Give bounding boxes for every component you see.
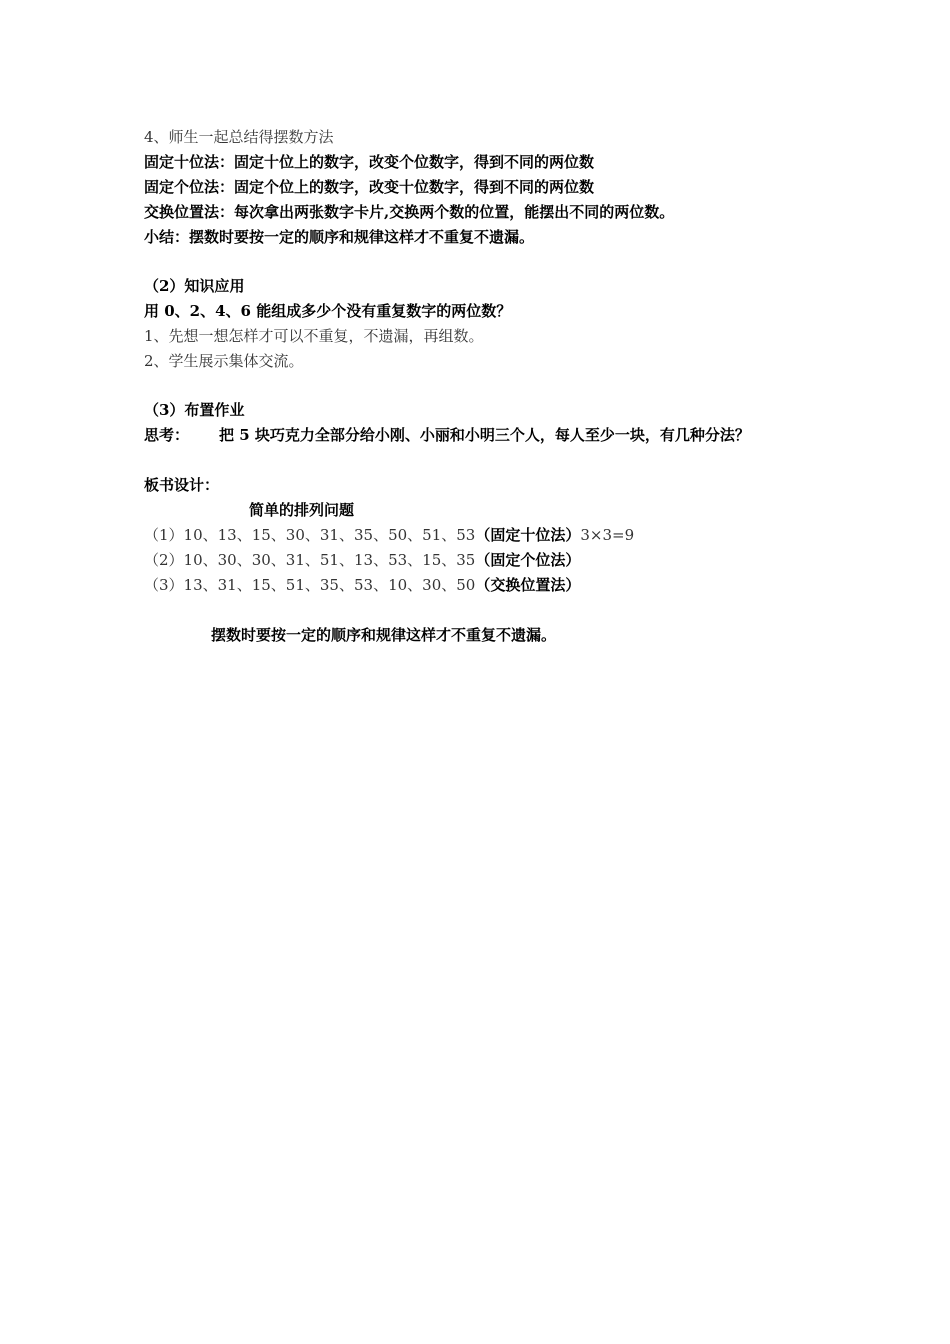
method-swap-position: 交换位置法：每次拿出两张数字卡片,交换两个数的位置，能摆出不同的两位数。 (144, 203, 675, 221)
board-row1-method: （固定十位法） (475, 526, 581, 544)
section3-heading: （3）布置作业 (144, 401, 245, 419)
board-design-label: 板书设计： (144, 476, 220, 494)
summary-text: 小结：摆数时要按一定的顺序和规律这样才不重复不遗漏。 (144, 228, 535, 246)
board-row3-numbers: （3）13、31、15、51、35、53、10、30、50 (144, 576, 476, 594)
method-fixed-ones: 固定个位法：固定个位上的数字，改变十位数字，得到不同的两位数 (144, 178, 595, 196)
method-fixed-tens: 固定十位法：固定十位上的数字，改变个位数字，得到不同的两位数 (144, 153, 595, 171)
board-row-2 (144, 550, 580, 570)
section2-heading: （2）知识应用 (144, 277, 245, 295)
question-step2: 2、学生展示集体交流。 (144, 352, 304, 370)
board-row2-numbers: （2）10、30、30、31、51、13、53、15、35 (144, 551, 476, 569)
think-label: 思考： (144, 426, 190, 444)
homework-think (144, 425, 750, 445)
board-title: 简单的排列问题 (249, 501, 355, 519)
board-row1-calc: 3×3=9 (580, 526, 635, 544)
board-row3-method: （交换位置法） (475, 576, 581, 594)
question-step1: 1、先想一想怎样才可以不重复，不遗漏，再组数。 (144, 327, 484, 345)
board-summary: 摆数时要按一定的顺序和规律这样才不重复不遗漏。 (211, 626, 557, 644)
board-row2-method: （固定个位法） (475, 551, 581, 569)
board-row1-numbers: （1）10、13、15、30、31、35、50、51、53 (144, 526, 476, 544)
step4-text: 4、师生一起总结得摆数方法 (144, 128, 334, 146)
think-text: 把 5 块巧克力全部分给小刚、小丽和小明三个人，每人至少一块，有几种分法？ (219, 426, 750, 444)
board-row-1 (144, 525, 634, 545)
application-question: 用 0、2、4、6 能组成多少个没有重复数字的两位数？ (144, 302, 512, 320)
board-row-3 (144, 575, 580, 595)
